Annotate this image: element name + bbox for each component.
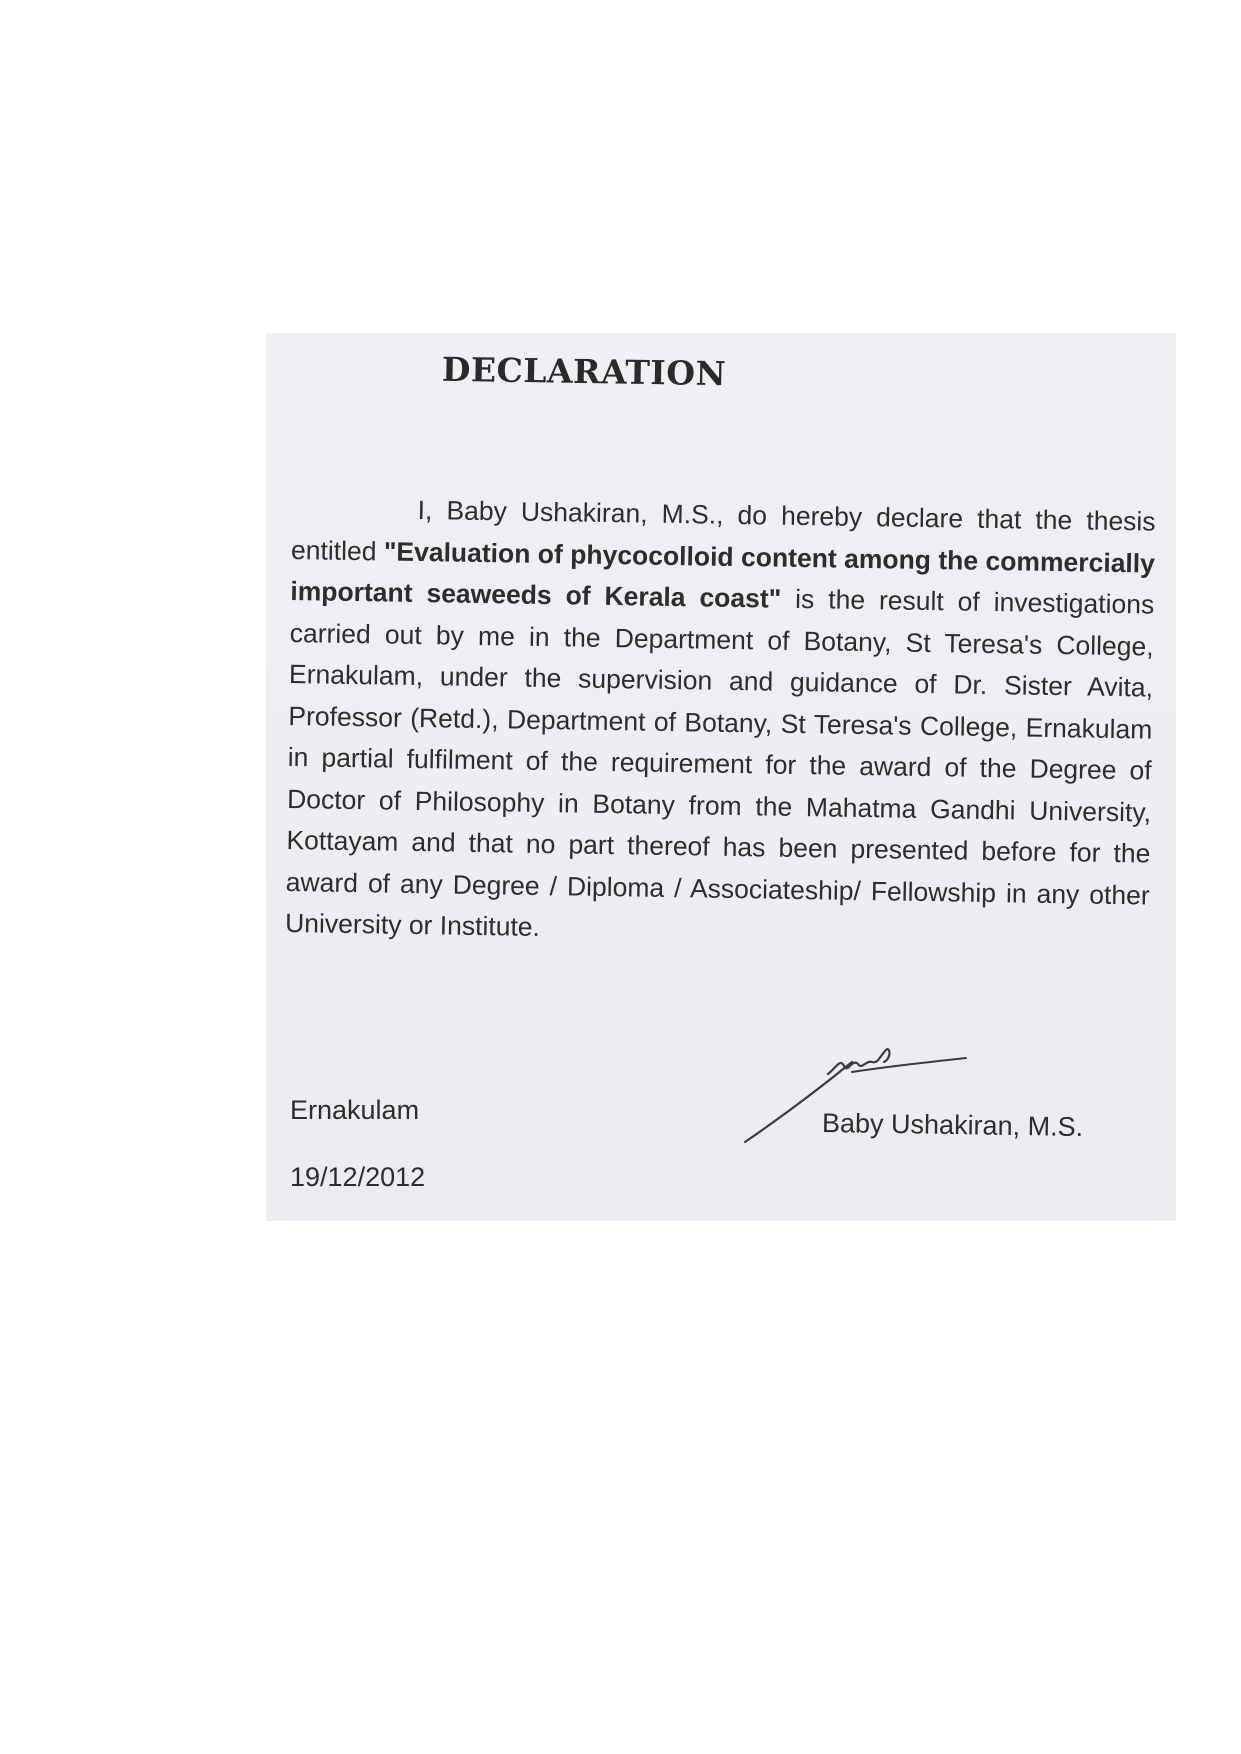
place-label: Ernakulam bbox=[290, 1095, 420, 1125]
declaration-title: DECLARATION bbox=[441, 349, 727, 394]
declaration-body bbox=[285, 488, 1156, 958]
declaration-opening: I, Baby Ushakiran, M.S., do hereby declare that the thesis entitled bbox=[290, 494, 1156, 566]
thesis-title: "Evaluation of phycocolloid content among the commercially important seaweeds of Kerala coast" bbox=[290, 535, 1156, 614]
date-label: 19/12/2012 bbox=[290, 1162, 426, 1192]
signatory-name: Baby Ushakiran, M.S. bbox=[821, 1107, 1084, 1143]
declaration-remainder: is the result of investigations carried out by me in the Department of Botany, St Teresa's College, Ernakulam, under the supervision and guidance of Dr. Sister Avita, Professor (Retd.), Department of Botany, St Teresa's College, Ernakulam in partial fulfilment of the requirement for the award of the Degree of Doctor of Philosophy in Botany from the Mahatma Gandhi University, Kottayam and that no part thereof has been presented before for the award of any Degree / Diploma / Associateship/ Fellowship in any other University or Institute. bbox=[284, 583, 1155, 942]
